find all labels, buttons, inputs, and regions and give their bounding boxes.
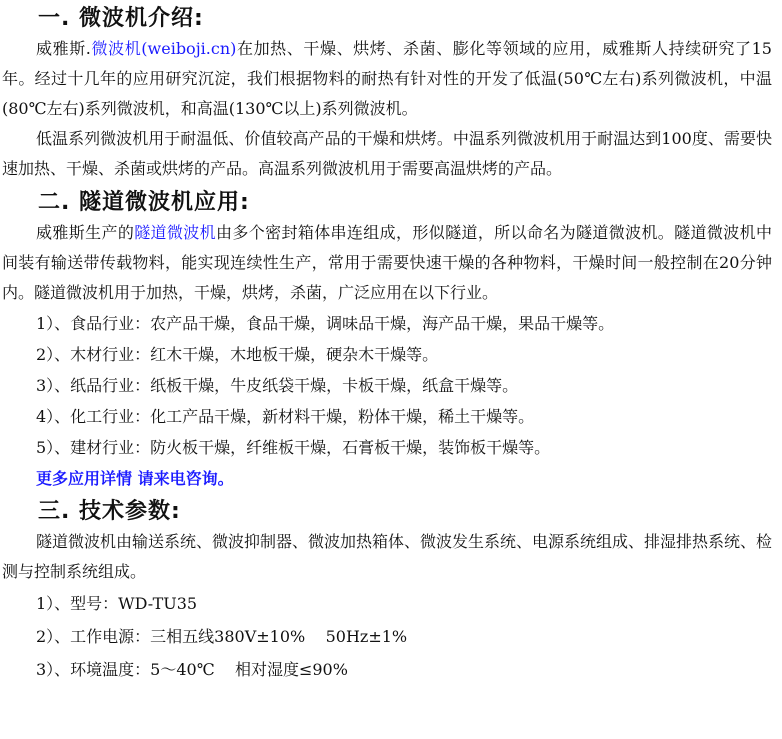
section1-paragraph1 — [2, 34, 772, 124]
section2-paragraph1 — [2, 218, 772, 308]
article — [0, 4, 782, 739]
industry-list — [2, 308, 772, 463]
section3-paragraph1: 隧道微波机由输送系统、微波抑制器、微波加热箱体、微波发生系统、电源系统组成、排湿排热系统、检测与控制系统组成。 — [2, 532, 773, 581]
section1-p1-body: 在加热、干燥、烘烤、杀菌、膨化等领域的应用，威雅斯人持续研究了15年。经过十几年的应用研究沉淀，我们根据物料的耐热有针对性的开发了低温(50℃左右)系列微波机，中温(80℃左右)系列微波机，和高温(130℃以上)系列微波机。 — [2, 39, 772, 118]
list-item: 3）、环境温度：5～40℃ 相对湿度≤90% — [36, 660, 348, 679]
params-list — [2, 587, 772, 686]
tunnel-microwave-link[interactable]: 隧道微波机 — [134, 223, 217, 242]
more-details-link[interactable]: 更多应用详情 请来电咨询。 — [36, 469, 234, 488]
list-item: 3）、纸品行业：纸板干燥，牛皮纸袋干燥，卡板干燥，纸盒干燥等。 — [36, 376, 519, 395]
list-item: 4）、化工行业：化工产品干燥，新材料干燥，粉体干燥，稀土干燥等。 — [36, 407, 535, 426]
list-item: 5）、建材行业：防火板干燥，纤维板干燥，石膏板干燥，装饰板干燥等。 — [36, 438, 551, 457]
microwave-machine-link[interactable]: 微波机(weiboji.cn) — [90, 39, 237, 58]
list-item: 1）、型号：WD-TU35 — [36, 594, 198, 613]
list-item: 1）、食品行业：农产品干燥，食品干燥，调味品干燥，海产品干燥，果品干燥等。 — [36, 314, 615, 333]
section2-p1-lead: 威雅斯生产的 — [36, 223, 135, 242]
section1-p1-lead: 威雅斯. — [36, 39, 91, 58]
section1-paragraph2: 低温系列微波机用于耐温低、价值较高产品的干燥和烘烤。中温系列微波机用于耐温达到100度、需要快速加热、干燥、杀菌或烘烤的产品。高温系列微波机用于需要高温烘烤的产品。 — [2, 129, 772, 178]
list-item: 2）、工作电源：三相五线380V±10% 50Hz±1% — [36, 627, 408, 646]
section2-heading: 二. 隧道微波机应用: — [38, 190, 250, 215]
list-item: 2）、木材行业：红木干燥，木地板干燥，硬杂木干燥等。 — [36, 345, 439, 364]
section2-p1-body: 由多个密封箱体串连组成，形似隧道，所以命名为隧道微波机。隧道微波机中间装有输送带传载物料，能实现连续性生产，常用于需要快速干燥的各种物料，干燥时间一般控制在20分钟内。隧道微波机用于加热，干燥，烘烤，杀菌，广泛应用在以下行业。 — [2, 223, 772, 302]
section1-heading: 一. 微波机介绍: — [38, 6, 204, 31]
section3-heading: 三. 技术参数: — [38, 499, 181, 524]
